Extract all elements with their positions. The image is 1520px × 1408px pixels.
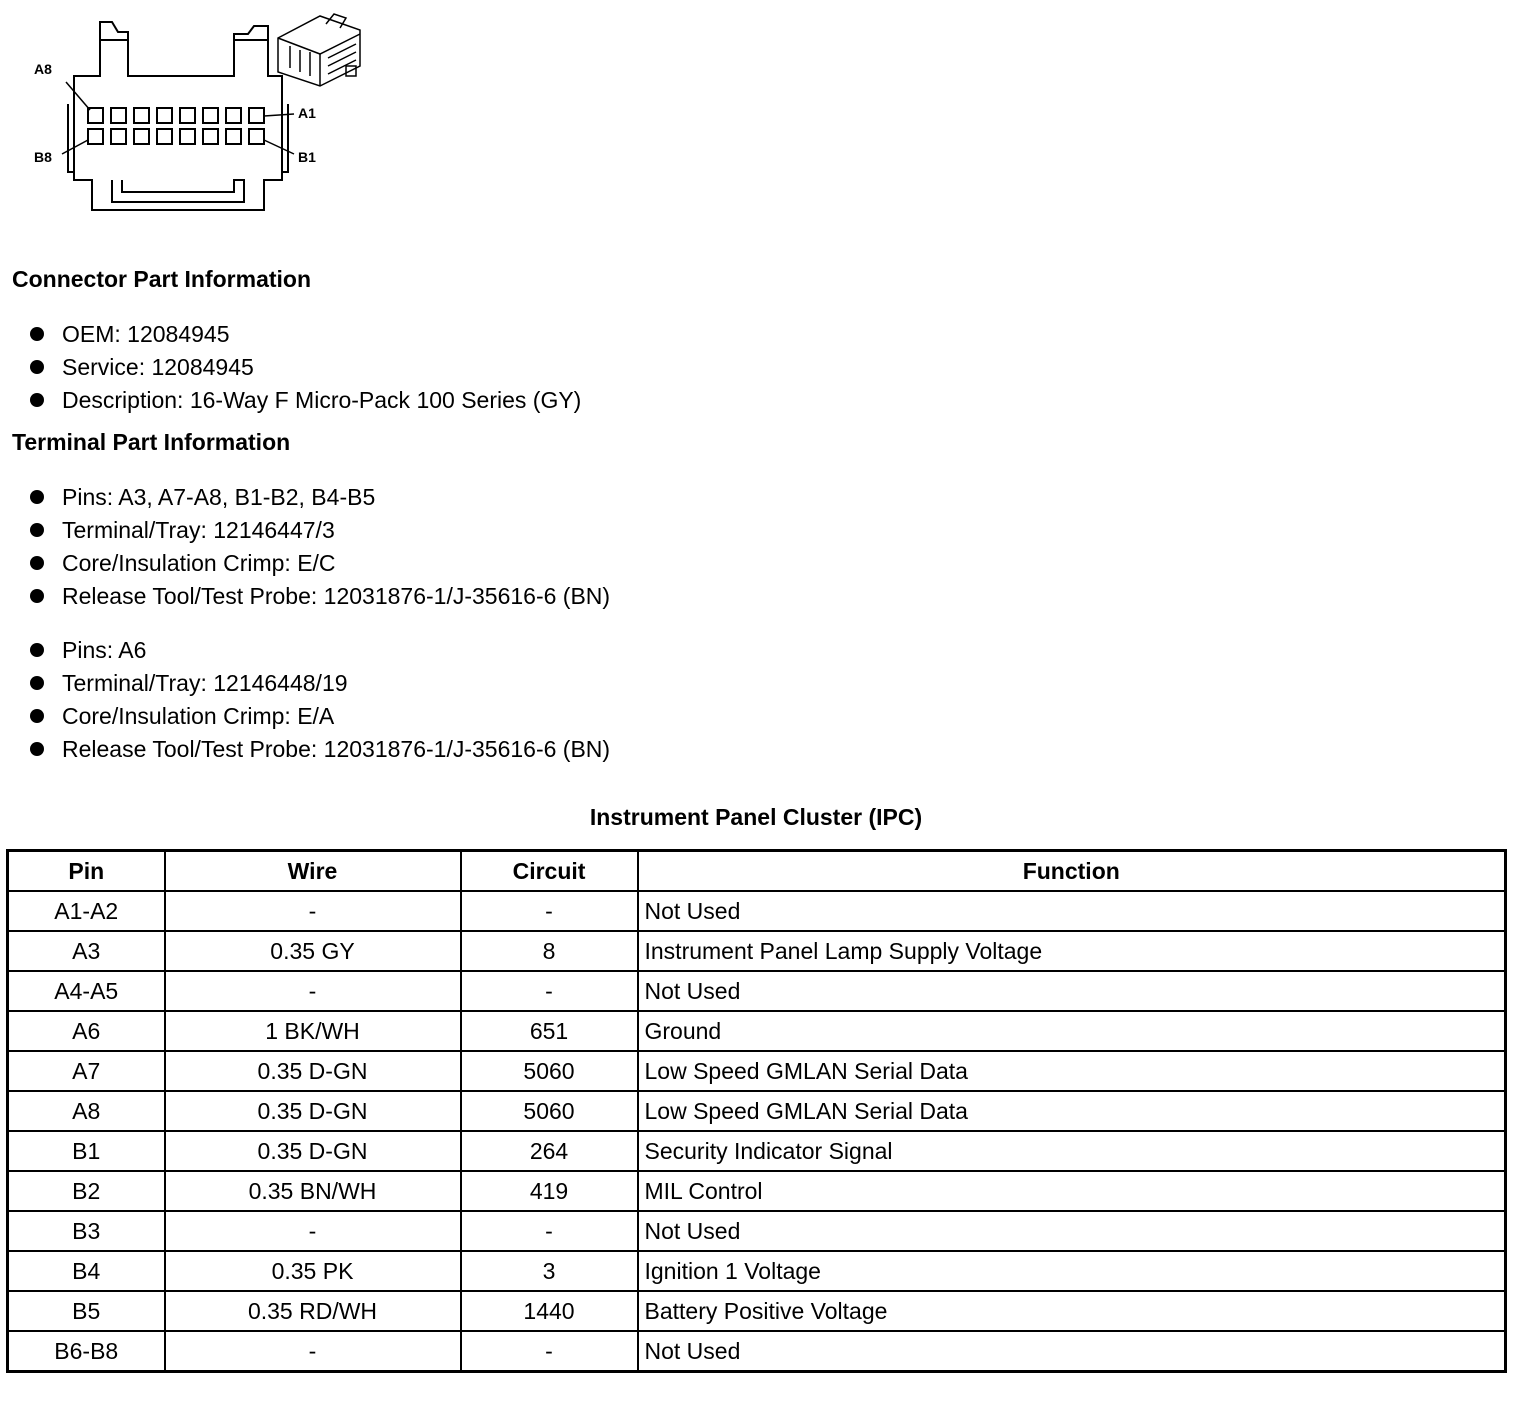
cell-pin: B2: [8, 1171, 165, 1211]
cell-wire: 0.35 GY: [165, 931, 461, 971]
connector-part-info-heading: Connector Part Information: [12, 266, 312, 292]
table-row: [8, 1251, 1506, 1291]
connector-iso-view: [278, 14, 360, 86]
bullet-icon: [30, 490, 44, 504]
cell-wire: 0.35 D-GN: [165, 1051, 461, 1091]
cell-wire: 0.35 BN/WH: [165, 1171, 461, 1211]
latch-left: [100, 22, 128, 76]
label-a8: A8: [34, 61, 52, 77]
latch-right: [234, 26, 268, 76]
bullet-icon: [30, 742, 44, 756]
list-item: Release Tool/Test Probe: 12031876-1/J-35616-6 (BN): [30, 580, 610, 613]
header-circuit: Circuit: [461, 851, 638, 892]
connector-body-outline: [74, 40, 282, 210]
cell-pin: A4-A5: [8, 971, 165, 1011]
cell-circuit: 264: [461, 1131, 638, 1171]
cell-circuit: 1440: [461, 1291, 638, 1331]
cell-function: Not Used: [638, 1211, 1506, 1251]
list-item: Service: 12084945: [30, 351, 581, 384]
header-wire: Wire: [165, 851, 461, 892]
cell-pin: A3: [8, 931, 165, 971]
bullet-icon: [30, 589, 44, 603]
list-item: Release Tool/Test Probe: 12031876-1/J-35616-6 (BN): [30, 733, 610, 766]
bullet-icon: [30, 360, 44, 374]
cell-wire: 0.35 D-GN: [165, 1131, 461, 1171]
table-row: [8, 891, 1506, 931]
cell-circuit: -: [461, 891, 638, 931]
cell-circuit: 5060: [461, 1091, 638, 1131]
bullet-icon: [30, 327, 44, 341]
label-a1: A1: [298, 105, 316, 121]
table-row: [8, 1211, 1506, 1251]
table-row: [8, 1171, 1506, 1211]
label-b8: B8: [34, 149, 52, 165]
cell-function: Not Used: [638, 1331, 1506, 1372]
table-row: [8, 1091, 1506, 1131]
cell-function: Instrument Panel Lamp Supply Voltage: [638, 931, 1506, 971]
connector-diagram: [28, 4, 378, 219]
cell-circuit: 8: [461, 931, 638, 971]
cell-function: Not Used: [638, 891, 1506, 931]
cell-wire: 0.35 D-GN: [165, 1091, 461, 1131]
cell-circuit: 3: [461, 1251, 638, 1291]
cell-circuit: -: [461, 1331, 638, 1372]
terminal-part-info-heading: Terminal Part Information: [12, 429, 291, 455]
list-item: Description: 16-Way F Micro-Pack 100 Series (GY): [30, 384, 581, 417]
list-item: Pins: A6: [30, 634, 610, 667]
bullet-icon: [30, 393, 44, 407]
list-item: Pins: A3, A7-A8, B1-B2, B4-B5: [30, 481, 610, 514]
table-row: [8, 1331, 1506, 1372]
bullet-icon: [30, 676, 44, 690]
label-b1: B1: [298, 149, 316, 165]
cell-function: Ignition 1 Voltage: [638, 1251, 1506, 1291]
bullet-icon: [30, 709, 44, 723]
cell-pin: A6: [8, 1011, 165, 1051]
header-function: Function: [638, 851, 1506, 892]
table-title: Instrument Panel Cluster (IPC): [589, 804, 923, 830]
pinout-table: [6, 849, 1507, 1373]
list-item: OEM: 12084945: [30, 318, 581, 351]
table-row: [8, 1291, 1506, 1331]
cell-function: MIL Control: [638, 1171, 1506, 1211]
bullet-icon: [30, 643, 44, 657]
list-item: Core/Insulation Crimp: E/A: [30, 700, 610, 733]
cell-wire: 0.35 PK: [165, 1251, 461, 1291]
bottom-key: [112, 180, 244, 202]
list-item: Terminal/Tray: 12146447/3: [30, 514, 610, 547]
header-pin: Pin: [8, 851, 165, 892]
cell-wire: -: [165, 971, 461, 1011]
cell-wire: -: [165, 1331, 461, 1372]
cell-pin: B4: [8, 1251, 165, 1291]
table-row: [8, 931, 1506, 971]
cell-function: Low Speed GMLAN Serial Data: [638, 1091, 1506, 1131]
cell-wire: 0.35 RD/WH: [165, 1291, 461, 1331]
cell-pin: A1-A2: [8, 891, 165, 931]
cell-circuit: 651: [461, 1011, 638, 1051]
cell-pin: B5: [8, 1291, 165, 1331]
table-row: [8, 1131, 1506, 1171]
cell-pin: B6-B8: [8, 1331, 165, 1372]
cell-function: Ground: [638, 1011, 1506, 1051]
cell-circuit: -: [461, 1211, 638, 1251]
cell-wire: 1 BK/WH: [165, 1011, 461, 1051]
cell-circuit: 5060: [461, 1051, 638, 1091]
cell-function: Battery Positive Voltage: [638, 1291, 1506, 1331]
table-row: [8, 971, 1506, 1011]
cell-function: Not Used: [638, 971, 1506, 1011]
cell-pin: B1: [8, 1131, 165, 1171]
pin-row-a: [88, 108, 264, 123]
cell-function: Low Speed GMLAN Serial Data: [638, 1051, 1506, 1091]
table-row: [8, 1051, 1506, 1091]
cell-function: Security Indicator Signal: [638, 1131, 1506, 1171]
cell-circuit: -: [461, 971, 638, 1011]
connector-part-info-list: [30, 318, 581, 417]
bullet-icon: [30, 523, 44, 537]
terminal-group-1-list: [30, 481, 610, 613]
terminal-group-2-list: [30, 634, 610, 766]
cell-wire: -: [165, 1211, 461, 1251]
cell-wire: -: [165, 891, 461, 931]
cell-pin: A7: [8, 1051, 165, 1091]
list-item: Core/Insulation Crimp: E/C: [30, 547, 610, 580]
table-row: [8, 1011, 1506, 1051]
cell-pin: B3: [8, 1211, 165, 1251]
cell-circuit: 419: [461, 1171, 638, 1211]
pin-row-b: [88, 129, 264, 144]
cell-pin: A8: [8, 1091, 165, 1131]
table-header-row: [8, 851, 1506, 892]
list-item: Terminal/Tray: 12146448/19: [30, 667, 610, 700]
bullet-icon: [30, 556, 44, 570]
